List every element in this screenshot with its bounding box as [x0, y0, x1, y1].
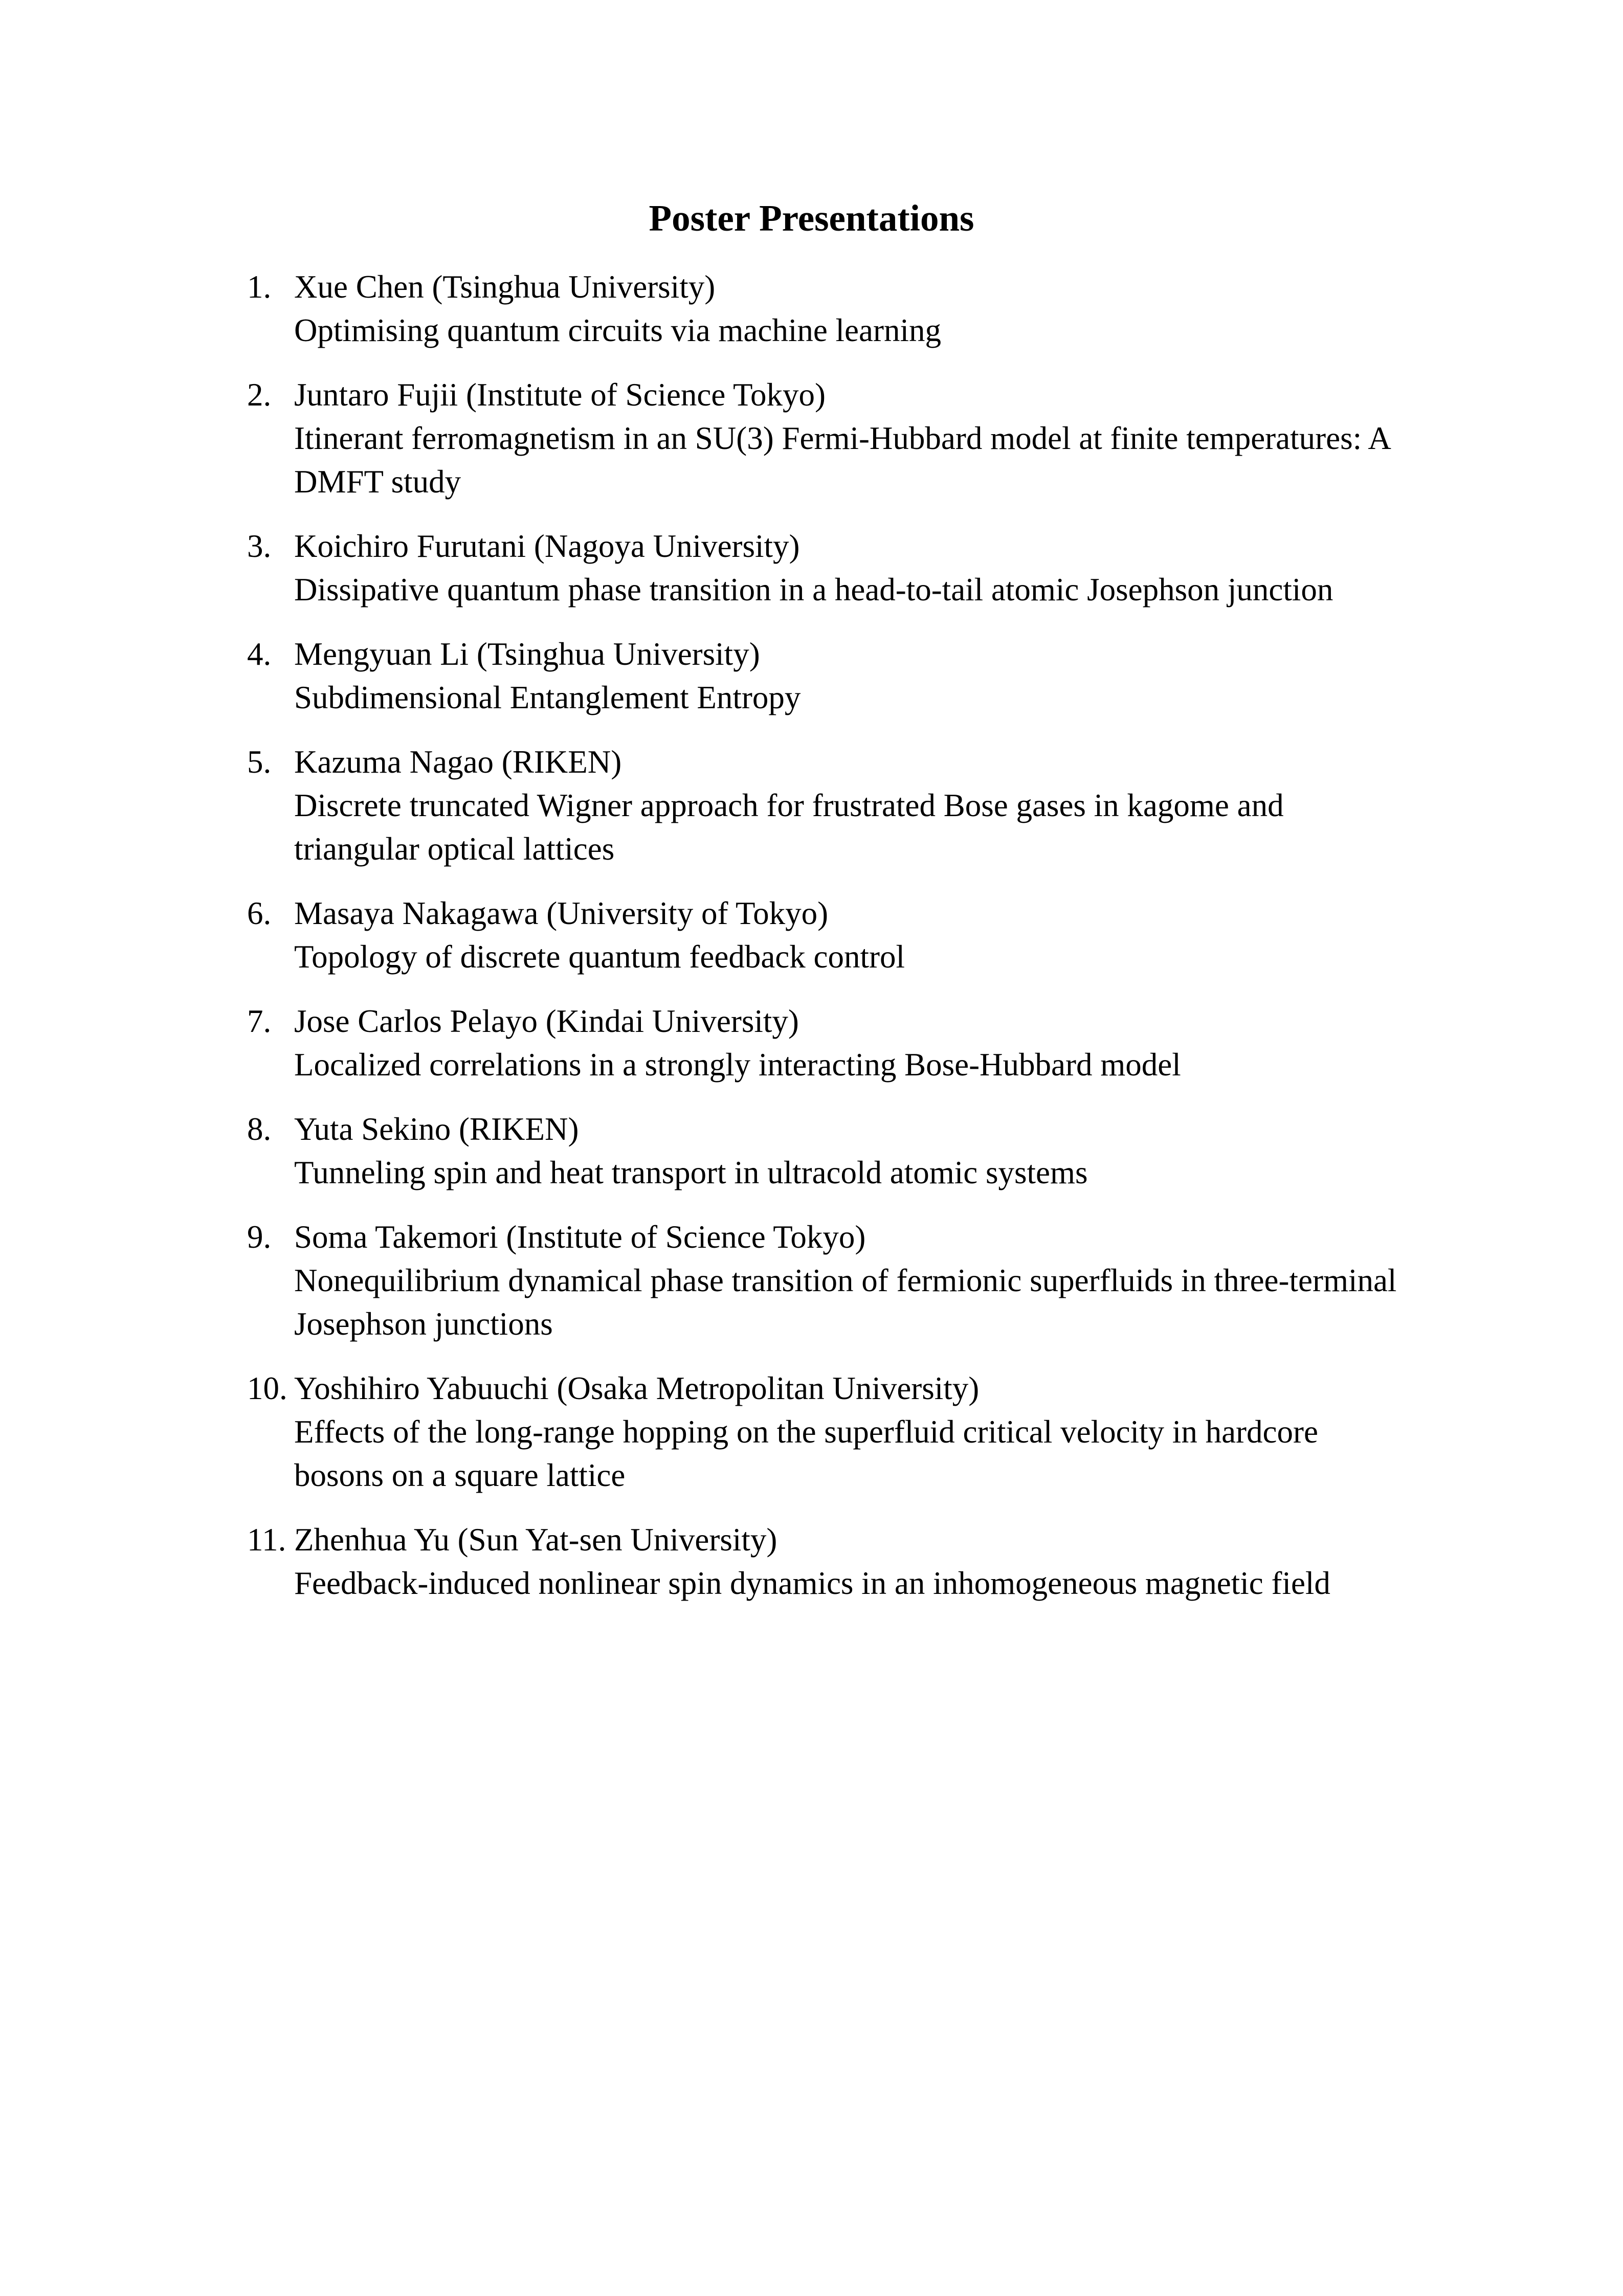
presenter-line: Mengyuan Li (Tsinghua University) [294, 636, 760, 672]
item-number: 9. [247, 1219, 272, 1255]
item-body [294, 1108, 1521, 1195]
talk-title-line: Effects of the long-range hopping on the superfluid critical velocity in hardcore [294, 1414, 1318, 1450]
talk-title-line: Localized correlations in a strongly interacting Bose-Hubbard model [294, 1047, 1181, 1083]
presenter-line: Yoshihiro Yabuuchi (Osaka Metropolitan University) [294, 1370, 980, 1406]
list-item [247, 525, 1521, 612]
item-number: 11. [247, 1522, 286, 1558]
item-number: 10. [247, 1370, 287, 1406]
item-body [294, 265, 1521, 352]
presenter-line: Yuta Sekino (RIKEN) [294, 1111, 579, 1147]
talk-title-line: bosons on a square lattice [294, 1457, 626, 1493]
talk-title-line: Subdimensional Entanglement Entropy [294, 680, 801, 715]
presenter-line: Koichiro Furutani (Nagoya University) [294, 528, 800, 564]
item-body [294, 1215, 1521, 1346]
talk-title-line: Feedback-induced nonlinear spin dynamics in an inhomogeneous magnetic field [294, 1565, 1330, 1601]
talk-title-line: Josephson junctions [294, 1306, 553, 1342]
item-number: 2. [247, 377, 272, 413]
presentation-list [0, 265, 1623, 1605]
talk-title-line: Topology of discrete quantum feedback control [294, 939, 905, 975]
talk-title-line: Dissipative quantum phase transition in a head-to-tail atomic Josephson junction [294, 572, 1333, 607]
list-item [247, 1367, 1521, 1497]
presenter-line: Kazuma Nagao (RIKEN) [294, 744, 622, 780]
item-body [294, 1000, 1521, 1087]
list-item [247, 740, 1521, 871]
talk-title-line: Optimising quantum circuits via machine learning [294, 312, 941, 348]
talk-title-line: Itinerant ferromagnetism in an SU(3) Fermi-Hubbard model at finite temperatures: A [294, 420, 1391, 456]
item-body [294, 1518, 1521, 1605]
item-body [294, 373, 1521, 504]
presenter-line: Xue Chen (Tsinghua University) [294, 269, 716, 305]
list-item [247, 265, 1521, 352]
list-item [247, 373, 1521, 504]
list-item [247, 1000, 1521, 1087]
talk-title-line: DMFT study [294, 464, 461, 500]
list-item [247, 1518, 1521, 1605]
list-item [247, 1108, 1521, 1195]
item-number: 6. [247, 895, 272, 931]
list-item [247, 1215, 1521, 1346]
presenter-line: Zhenhua Yu (Sun Yat-sen University) [294, 1522, 777, 1558]
presenter-line: Jose Carlos Pelayo (Kindai University) [294, 1003, 799, 1039]
talk-title-line: Nonequilibrium dynamical phase transition of fermionic superfluids in three-terminal [294, 1263, 1397, 1298]
talk-title-line: Discrete truncated Wigner approach for frustrated Bose gases in kagome and [294, 787, 1284, 823]
item-number: 8. [247, 1111, 272, 1147]
presenter-line: Juntaro Fujii (Institute of Science Tokyo) [294, 377, 826, 413]
list-item [247, 633, 1521, 719]
item-number: 5. [247, 744, 272, 780]
item-body [294, 1367, 1521, 1497]
item-number: 7. [247, 1003, 272, 1039]
list-item [247, 892, 1521, 979]
item-number: 4. [247, 636, 272, 672]
item-body [294, 525, 1521, 612]
presenter-line: Masaya Nakagawa (University of Tokyo) [294, 895, 829, 931]
page-title: Poster Presentations [649, 197, 974, 239]
talk-title-line: Tunneling spin and heat transport in ultracold atomic systems [294, 1155, 1088, 1190]
item-number: 3. [247, 528, 272, 564]
item-body [294, 892, 1521, 979]
item-body [294, 740, 1521, 871]
talk-title-line: triangular optical lattices [294, 831, 615, 867]
item-number: 1. [247, 269, 272, 305]
presenter-line: Soma Takemori (Institute of Science Tokyo) [294, 1219, 866, 1255]
item-body [294, 633, 1521, 719]
